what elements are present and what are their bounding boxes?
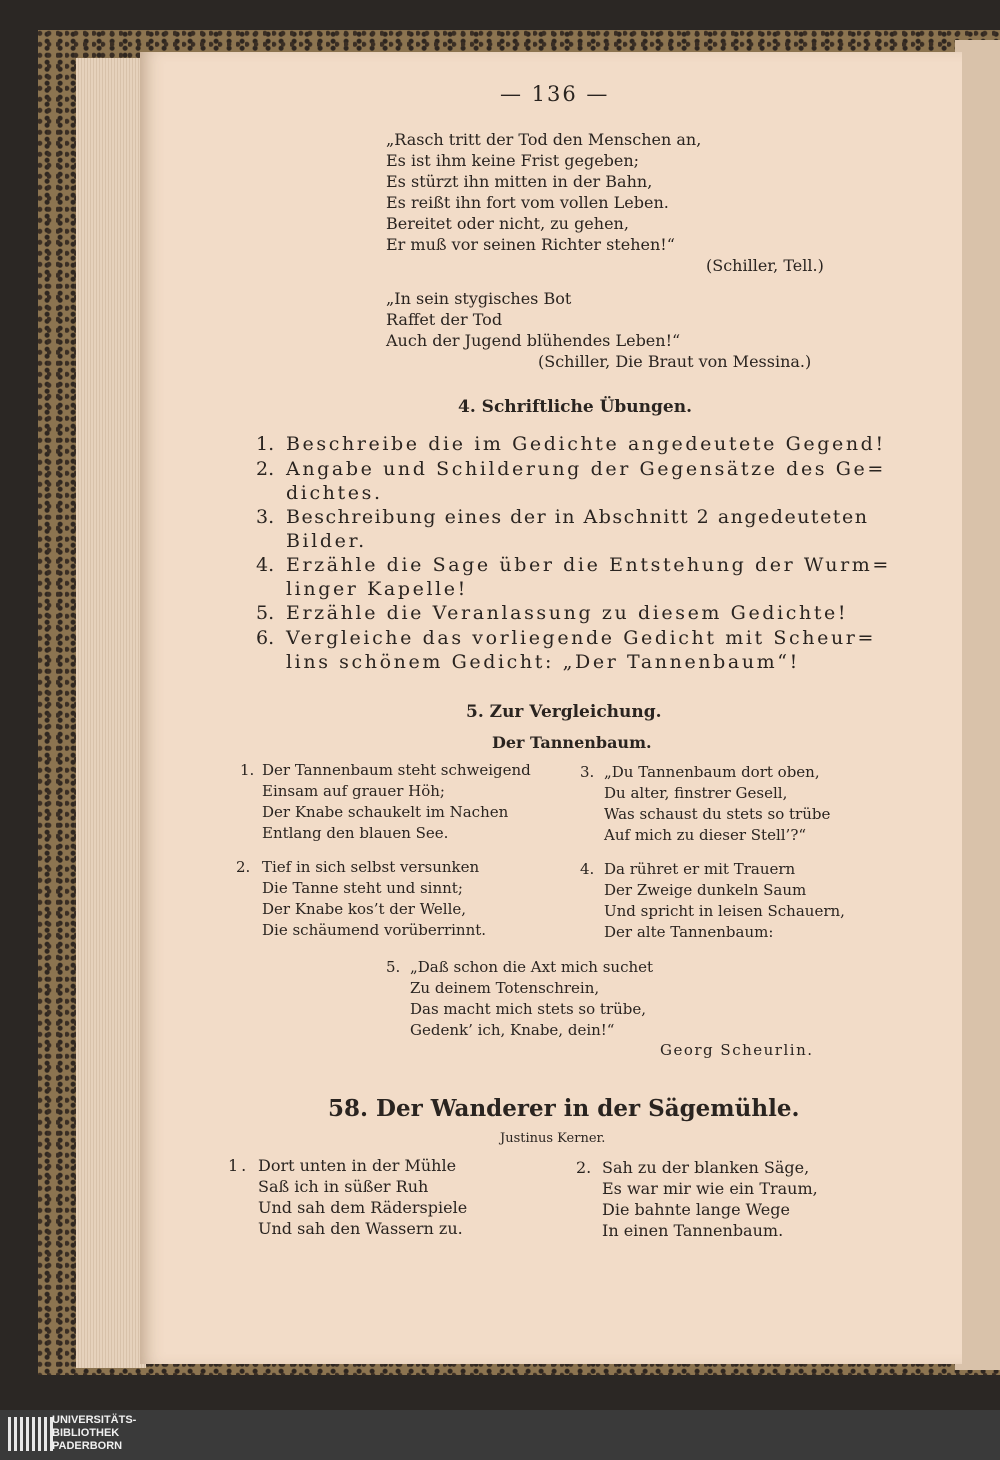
quote-source: (Schiller, Die Braut von Messina.) xyxy=(538,352,812,371)
stanza-number: 4. xyxy=(580,860,595,878)
poem-line: Da rühret er mit Trauern xyxy=(604,860,796,878)
exercise-number: 1. xyxy=(256,433,275,455)
poem-line: Auf mich zu dieser Stell’?“ xyxy=(604,826,807,844)
poem-line: Du alter, finstrer Gesell, xyxy=(604,784,788,802)
poem-line: Saß ich in süßer Ruh xyxy=(258,1177,429,1196)
poem-line: Die bahnte lange Wege xyxy=(602,1200,790,1219)
poem-author: Georg Scheurlin. xyxy=(660,1041,814,1059)
logo-line: PADERBORN xyxy=(52,1440,123,1452)
poem-line: Zu deinem Totenschrein, xyxy=(410,979,600,997)
exercise-text: linger Kapelle! xyxy=(286,578,468,600)
poem-line: Was schaust du stets so trübe xyxy=(604,805,831,823)
poem-line: Entlang den blauen See. xyxy=(262,824,449,842)
exercise-text: Erzähle die Veranlassung zu diesem Gedichte! xyxy=(286,602,849,624)
poem-line: „Du Tannenbaum dort oben, xyxy=(604,763,820,781)
poem-line: Einsam auf grauer Höh; xyxy=(262,782,445,800)
page-number: — 136 — xyxy=(500,82,610,106)
quote-line: Es stürzt ihn mitten in der Bahn, xyxy=(386,172,653,191)
exercise-text: dichtes. xyxy=(286,482,383,504)
exercise-number: 4. xyxy=(256,554,275,576)
quote-line: Es reißt ihn fort vom vollen Leben. xyxy=(386,193,669,212)
stanza-number: 1. xyxy=(240,761,255,779)
quote-line: Raffet der Tod xyxy=(386,310,503,329)
poem-line: Der Tannenbaum steht schweigend xyxy=(262,761,531,779)
exercise-text: Bilder. xyxy=(286,530,367,552)
poem-line: Gedenk’ ich, Knabe, dein!“ xyxy=(410,1021,615,1039)
exercise-text: Beschreibung eines der in Abschnitt 2 angedeuteten xyxy=(286,506,869,528)
poem-line: Die Tanne steht und sinnt; xyxy=(262,879,463,897)
exercise-text: Beschreibe die im Gedichte angedeutete Gegend! xyxy=(286,433,886,455)
logo-line: BIBLIOTHEK xyxy=(52,1427,120,1439)
quote-line: Er muß vor seinen Richter stehen!“ xyxy=(386,235,675,254)
library-logo-text xyxy=(52,1414,136,1453)
poem-line: „Daß schon die Axt mich suchet xyxy=(410,958,654,976)
poem-line: Die schäumend vorüberrinnt. xyxy=(262,921,487,939)
stanza-number: 5. xyxy=(386,958,401,976)
poem-line: In einen Tannenbaum. xyxy=(602,1221,784,1240)
poem-line: Und spricht in leisen Schauern, xyxy=(604,902,845,920)
quote-line: Auch der Jugend blühendes Leben!“ xyxy=(386,331,681,350)
poem-line: Sah zu der blanken Säge, xyxy=(602,1158,810,1177)
poem-line: Der Knabe schaukelt im Nachen xyxy=(262,803,509,821)
poem-line: Der Zweige dunkeln Saum xyxy=(604,881,807,899)
quote-line: „Rasch tritt der Tod den Menschen an, xyxy=(386,130,702,149)
viewer-footer xyxy=(0,1410,1000,1460)
exercise-text: lins schönem Gedicht: „Der Tannenbaum“! xyxy=(286,651,800,673)
exercise-text: Vergleiche das vorliegende Gedicht mit Scheur= xyxy=(286,627,877,649)
section-heading: 4. Schriftliche Übungen. xyxy=(458,397,693,417)
poem-line: Und sah den Wassern zu. xyxy=(258,1219,463,1238)
exercise-number: 3. xyxy=(256,506,275,528)
page-block-edge xyxy=(76,58,146,1368)
quote-line: „In sein stygisches Bot xyxy=(386,289,572,308)
poem-line: Der alte Tannenbaum: xyxy=(604,923,774,941)
stanza-number: 3. xyxy=(580,763,595,781)
stanza-number: 2. xyxy=(236,858,251,876)
quote-source: (Schiller, Tell.) xyxy=(706,256,824,275)
quote-line: Bereitet oder nicht, zu gehen, xyxy=(386,214,629,233)
library-logo-icon xyxy=(8,1417,53,1451)
poem-58-author: Justinus Kerner. xyxy=(500,1131,606,1146)
poem-line: Es war mir wie ein Traum, xyxy=(602,1179,818,1198)
logo-line: UNIVERSITÄTS- xyxy=(52,1414,137,1426)
poem-58-title: 58. Der Wanderer in der Sägemühle. xyxy=(328,1095,800,1122)
exercise-number: 5. xyxy=(256,602,275,624)
quote-line: Es ist ihm keine Frist gegeben; xyxy=(386,151,640,170)
poem-title: Der Tannenbaum. xyxy=(492,733,652,752)
poem-line: Das macht mich stets so trübe, xyxy=(410,1000,647,1018)
poem-line: Und sah dem Räderspiele xyxy=(258,1198,468,1217)
section-heading: 5. Zur Vergleichung. xyxy=(466,702,662,722)
exercise-number: 2. xyxy=(256,458,275,480)
exercise-text: Angabe und Schilderung der Gegensätze des Ge= xyxy=(286,458,886,480)
exercise-number: 6. xyxy=(256,627,275,649)
stanza-number: 1. xyxy=(228,1156,250,1175)
poem-line: Tief in sich selbst versunken xyxy=(262,858,480,876)
poem-line: Der Knabe kos’t der Welle, xyxy=(262,900,467,918)
poem-line: Dort unten in der Mühle xyxy=(258,1156,457,1175)
exercise-text: Erzähle die Sage über die Entstehung der Wurm= xyxy=(286,554,891,576)
stanza-number: 2. xyxy=(576,1158,592,1177)
